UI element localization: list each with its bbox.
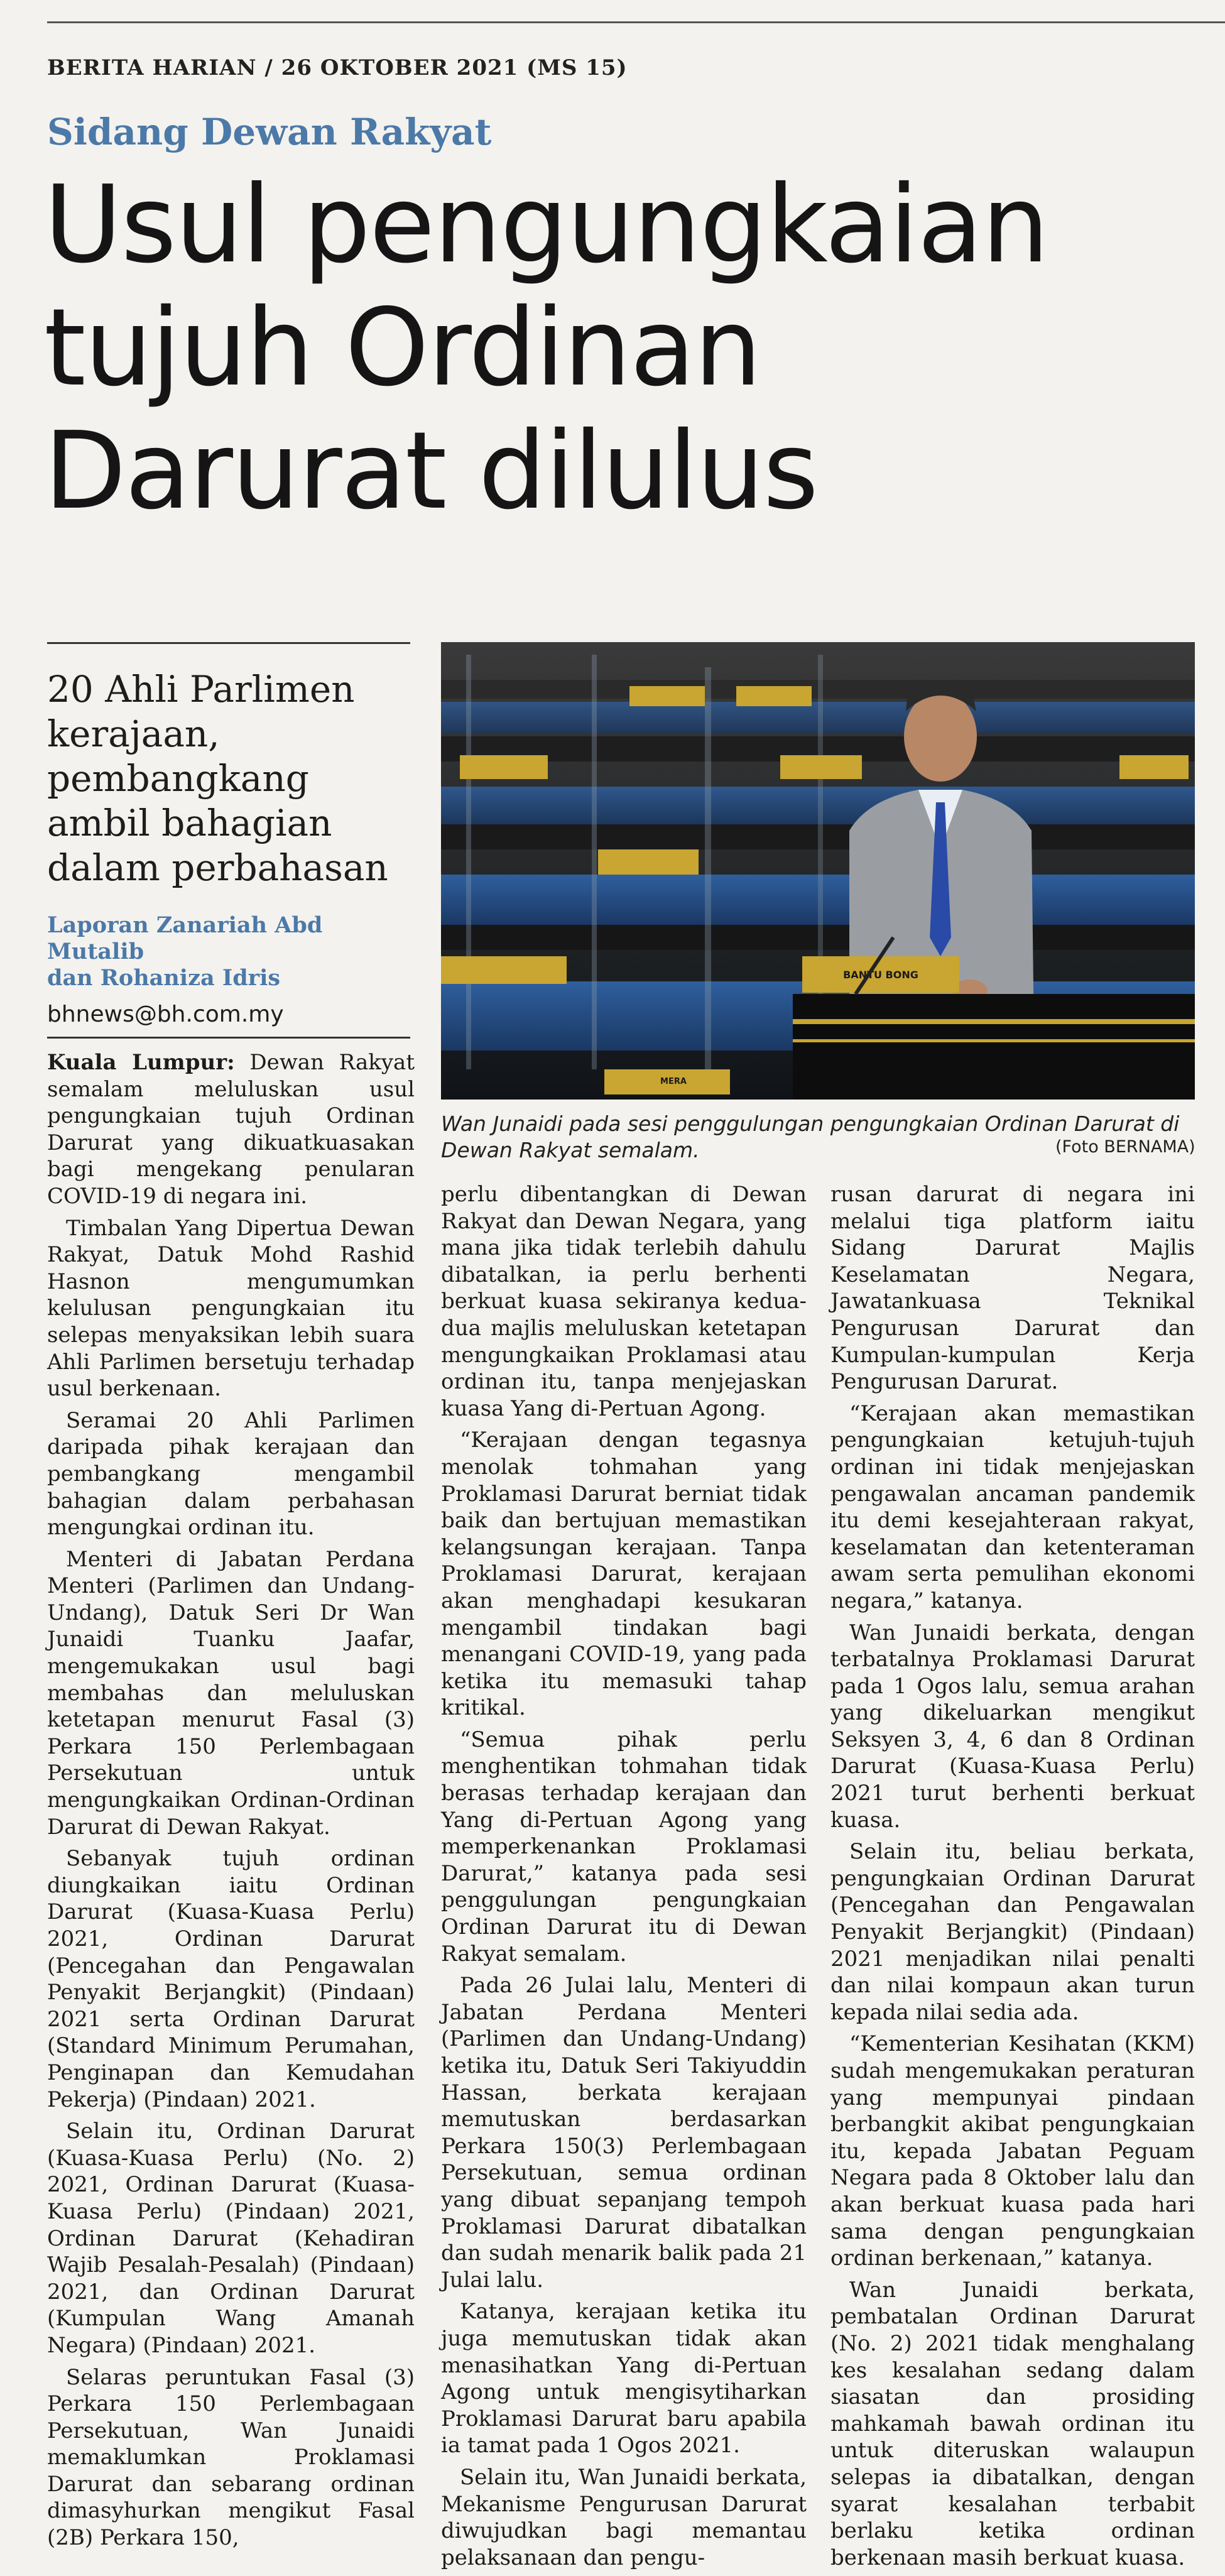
paragraph: “Kerajaan dengan tegasnya menolak tohmahan yang Proklamasi Darurat berniat tidak baik dan bertujuan memastikan kelangsungan kerajaan. Tanpa Proklamasi Darurat, kerajaan akan menghadapi kesukaran mengambil tindakan bagi menangani COVID-19, yang pada ketika itu memasuki tahap kritikal.	[441, 1427, 807, 1721]
article-column-3	[830, 1181, 1195, 2576]
headline-line-2: tujuh Ordinan	[44, 286, 761, 410]
paragraph: Selain itu, beliau berkata, pengungkaian Ordinan Darurat (Pencegahan dan Pengawalan Penyakit Berjangkit) (Pindaan) 2021 menjadikan nilai penalti dan nilai kompaun akan turun kepada nilai sedia ada.	[830, 1839, 1195, 2025]
paragraph: Selaras peruntukan Fasal (3) Perkara 150 Perlembagaan Persekutuan, Wan Junaidi memaklumkan Proklamasi Darurat dan sebarang ordinan dimasyhurkan mengikut Fasal (2B) Perkara 150,	[47, 2364, 415, 2551]
headline-line-3: Darurat dilulus	[44, 409, 818, 533]
paragraph: Selain itu, Wan Junaidi berkata, Mekanisme Pengurusan Darurat diwujudkan bagi memantau pelaksanaan dan pengu-	[441, 2464, 807, 2570]
paragraph: perlu dibentangkan di Dewan Rakyat dan Dewan Negara, yang mana jika tidak terlebih dahulu dibatalkan, ia perlu berhenti berkuat kuasa sekiranya kedua-dua majlis meluluskan ketetapan mengungkaikan Proklamasi atau ordinan itu, tanpa menjejaskan kuasa Yang di-Pertuan Agong.	[441, 1182, 807, 1421]
byline-line-2: dan Rohaniza Idris	[47, 965, 281, 991]
paragraph: Timbalan Yang Dipertua Dewan Rakyat, Datuk Mohd Rashid Hasnon mengumumkan kelulusan pengungkaian itu selepas menyaksikan lebih suara Ahli Parlimen bersetuju terhadap usul berkenaan.	[47, 1215, 415, 1402]
byline-line-1: Laporan Zanariah Abd Mutalib	[47, 912, 323, 964]
paragraph: Kuala Lumpur: Dewan Rakyat semalam meluluskan usul pengungkaian tujuh Ordinan Darurat yang dikuatkuasakan bagi mengekang penularan COVID-19 di negara ini.	[47, 1050, 415, 1209]
paragraph: “Kerajaan akan memastikan pengungkaian ketujuh-tujuh ordinan ini tidak menjejaskan pengawalan ancaman pandemik itu demi kesejahteraan rakyat, keselamatan dan ketenteraman awam serta pemulihan ekonomi negara,” katanya.	[830, 1400, 1195, 1613]
paragraph: Sebanyak tujuh ordinan diungkaikan iaitu Ordinan Darurat (Kuasa-Kuasa Perlu) 2021, Ordinan Darurat (Pencegahan dan Pengawalan Penyakit Berjangkit) (Pindaan) 2021 serta Ordinan Darurat (Standard Minimum Perumahan, Penginapan dan Kemudahan Pekerja) (Pindaan) 2021.	[47, 1846, 415, 2112]
photo-credit: (Foto BERNAMA)	[1055, 1137, 1195, 1157]
paragraph: Selain itu, Ordinan Darurat (Kuasa-Kuasa Perlu) (No. 2) 2021, Ordinan Darurat (Kuasa-Kuasa Perlu) (Pindaan) 2021, Ordinan Darurat (Kehadiran Wajib Pesalah-Pesalah) (Pindaan) 2021, dan Ordinan Darurat (Kumpulan Wang Amanah Negara) (Pindaan) 2021.	[47, 2119, 415, 2358]
headline-line-1: Usul pengungkaian	[44, 163, 1048, 287]
paragraph: Menteri di Jabatan Perdana Menteri (Parlimen dan Undang-Undang), Datuk Seri Dr Wan Junaidi Tuanku Jaafar, mengemukakan usul bagi membahas dan meluluskan ketetapan menurut Fasal (3) Perkara 150 Perlembagaan Persekutuan untuk mengungkaikan Ordinan-Ordinan Darurat di Dewan Rakyat.	[47, 1546, 415, 1840]
paragraph: “Semua pihak perlu menghentikan tohmahan tidak berasas terhadap kerajaan dan Yang di-Pertuan Agong yang memperkenankan Proklamasi Darurat,” katanya pada sesi penggulungan pengungkaian Ordinan Darurat itu di Dewan Rakyat semalam.	[441, 1727, 807, 1967]
nameplate-text: BANTU BONG	[843, 969, 918, 981]
paragraph: Seramai 20 Ahli Parlimen daripada pihak kerajaan dan pembangkang mengambil bahagian dalam perbahasan mengungkai ordinan itu.	[47, 1407, 415, 1541]
author-email: bhnews@bh.com.my	[47, 1001, 284, 1027]
section-kicker: Sidang Dewan Rakyat	[47, 111, 492, 153]
paragraph: “Kementerian Kesihatan (KKM) sudah mengemukakan peraturan yang mempunyai pindaan berbangkit akibat pengungkaian itu, kepada Jabatan Peguam Negara pada 8 Oktober lalu dan akan berkuat kuasa pada hari sama dengan pengungkaian ordinan berkenaan,” katanya.	[830, 2031, 1195, 2271]
desk-sign-text: MERA	[660, 1077, 687, 1086]
dateline: Kuala Lumpur:	[47, 1050, 235, 1075]
paragraph: rusan darurat di negara ini melalui tiga platform iaitu Sidang Darurat Majlis Keselamatan Negara, Jawatankuasa Teknikal Pengurusan Darurat dan Kumpulan-kumpulan Kerja Pengurusan Darurat.	[830, 1182, 1195, 1395]
top-rule	[47, 21, 1225, 23]
news-photo	[441, 642, 1195, 1100]
byline	[47, 912, 415, 991]
article-column-2	[441, 1181, 807, 2576]
divider	[47, 1037, 410, 1039]
article-column-1	[47, 1049, 415, 2557]
photo-caption: Wan Junaidi pada sesi penggulungan pengungkaian Ordinan Darurat di Dewan Rakyat semalam.	[441, 1111, 1180, 1162]
divider	[47, 642, 410, 644]
headline	[44, 163, 1212, 533]
parliament-photo-illustration	[441, 642, 1195, 1100]
masthead: BERITA HARIAN / 26 OKTOBER 2021 (MS 15)	[47, 55, 628, 80]
standfirst: 20 Ahli Parlimen kerajaan, pembangkang ambil bahagian dalam perbahasan	[47, 668, 388, 889]
paragraph: Pada 26 Julai lalu, Menteri di Jabatan Perdana Menteri (Parlimen dan Undang-Undang) ketika itu, Datuk Seri Takiyuddin Hassan, berkata kerajaan memutuskan berdasarkan Perkara 150(3) Perlembagaan Persekutuan, semua ordinan yang dibuat sepanjang tempoh Proklamasi Darurat dibatalkan dan sudah menarik balik pada 21 Julai lalu.	[441, 1973, 807, 2293]
paragraph: Wan Junaidi berkata, dengan terbatalnya Proklamasi Darurat pada 1 Ogos lalu, semua arahan yang dikeluarkan mengikut Seksyen 3, 4, 6 dan 8 Ordinan Darurat (Kuasa-Kuasa Perlu) 2021 turut berhenti berkuat kuasa.	[830, 1620, 1195, 1833]
paragraph: Wan Junaidi berkata, pembatalan Ordinan Darurat (No. 2) 2021 tidak menghalang kes kesalahan sedang dalam siasatan dan prosiding mahkamah bawah ordinan itu untuk diteruskan walaupun selepas ia dibatalkan, dengan syarat kesalahan terbabit berlaku ketika ordinan berkenaan masih berkuat kuasa.	[830, 2277, 1195, 2570]
paragraph: Katanya, kerajaan ketika itu juga memutuskan tidak akan menasihatkan Yang di-Pertuan Agong untuk mengisytiharkan Proklamasi Darurat baru apabila ia tamat pada 1 Ogos 2021.	[441, 2299, 807, 2459]
